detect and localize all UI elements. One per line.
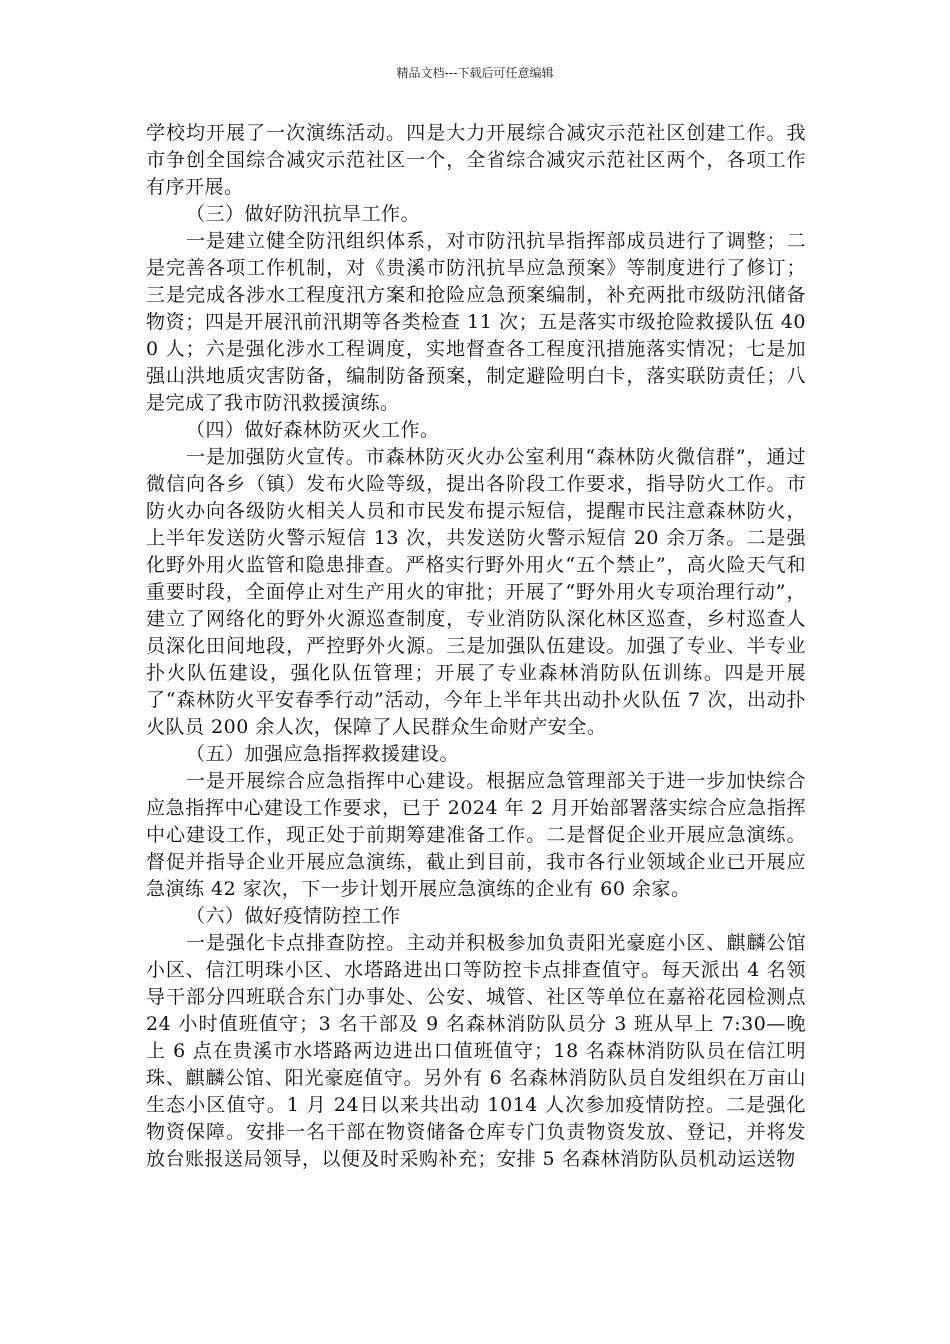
section-heading-3: （三）做好防汛抗旱工作。 — [186, 203, 421, 225]
paragraph-continued: 学校均开展了一次演练活动。四是大力开展综合减灾示范社区创建工作。我市争创全国综合减灾示范社区一个，全省综合减灾示范社区两个，各项工作有序开展。 — [146, 122, 806, 198]
section-heading-5: （五）加强应急指挥救援建设。 — [186, 743, 460, 765]
paragraph-epidemic-control: 一是强化卡点排查防控。主动并积极参加负责阳光豪庭小区、麒麟公馆小区、信江明珠小区、水塔路进出口等防控卡点排查值守。每天派出 4 名领导干部分四班联合东门办事处、公安、城管、社区等单位在嘉裕花园检测点 24 小时值班值守；3 名干部及 9 名森林消防队员分 3 班从早上 7:30—晚上 6 点在贵溪市水塔路两边进出口值班值守；18 名森林消防队员在信江明珠、麒麟公馆、阳光豪庭值守。另外有 6 名森林消防队员自发组织在万亩山生态小区值守。1 月 24日以来共出动 1014 人次参加疫情防控。二是强化物资保障。安排一名干部在物资储备仓库专门负责物资发放、登记，并将发放台账报送局领导，以便及时采购补充；安排 5 名森林消防队员机动运送物 — [146, 932, 806, 1170]
paragraph-emergency-command: 一是开展综合应急指挥中心建设。根据应急管理部关于进一步加快综合应急指挥中心建设工作要求，已于 2024 年 2 月开始部署落实综合应急指挥中心建设工作，现正处于前期筹建准备工作。二是督促企业开展应急演练。督促并指导企业开展应急演练，截止到目前，我市各行业领域企业已开展应急演练 42 家次，下一步计划开展应急演练的企业有 60 余家。 — [146, 770, 806, 900]
paragraph-forest-fire: 一是加强防火宣传。市森林防灭火办公室利用“森林防火微信群”，通过微信向各乡（镇）发布火险等级，提出各阶段工作要求，指导防火工作。市防火办向各级防火相关人员和市民发布提示短信，提醒市民注意森林防火，上半年发送防火警示短信 13 次，共发送防火警示短信 20 余万条。二是强化野外用火监管和隐患排查。严格实行野外用火“五个禁止”，高火险天气和重要时段，全面停止对生产用火的审批；开展了“野外用火专项治理行动”，建立了网络化的野外火源巡查制度，专业消防队深化林区巡查，乡村巡查人员深化田间地段，严控野外火源。三是加强队伍建设。加强了专业、半专业扑火队伍建设，强化队伍管理；开展了专业森林消防队伍训练。四是开展了“森林防火平安春季行动”活动，今年上半年共出动扑火队伍 7 次，出动扑火队员 200 余人次，保障了人民群众生命财产安全。 — [146, 446, 806, 738]
section-heading-6: （六）做好疫情防控工作 — [186, 905, 401, 927]
page-header: 精品文档---下载后可任意编辑 — [396, 66, 554, 80]
paragraph-flood-control: 一是建立健全防汛组织体系，对市防汛抗旱指挥部成员进行了调整；二是完善各项工作机制，对《贵溪市防汛抗旱应急预案》等制度进行了修订；三是完成各涉水工程度汛方案和抢险应急预案编制，补充两批市级防汛储备物资；四是开展汛前汛期等各类检查 11 次；五是落实市级抢险救援队伍 400 人；六是强化涉水工程调度，实地督查各工程度汛措施落实情况；七是加强山洪地质灾害防备，编制防备预案，制定避险明白卡，落实联防责任；八是完成了我市防汛救援演练。 — [146, 230, 806, 414]
section-heading-4: （四）做好森林防灭火工作。 — [186, 419, 440, 441]
document-body — [146, 120, 806, 1173]
